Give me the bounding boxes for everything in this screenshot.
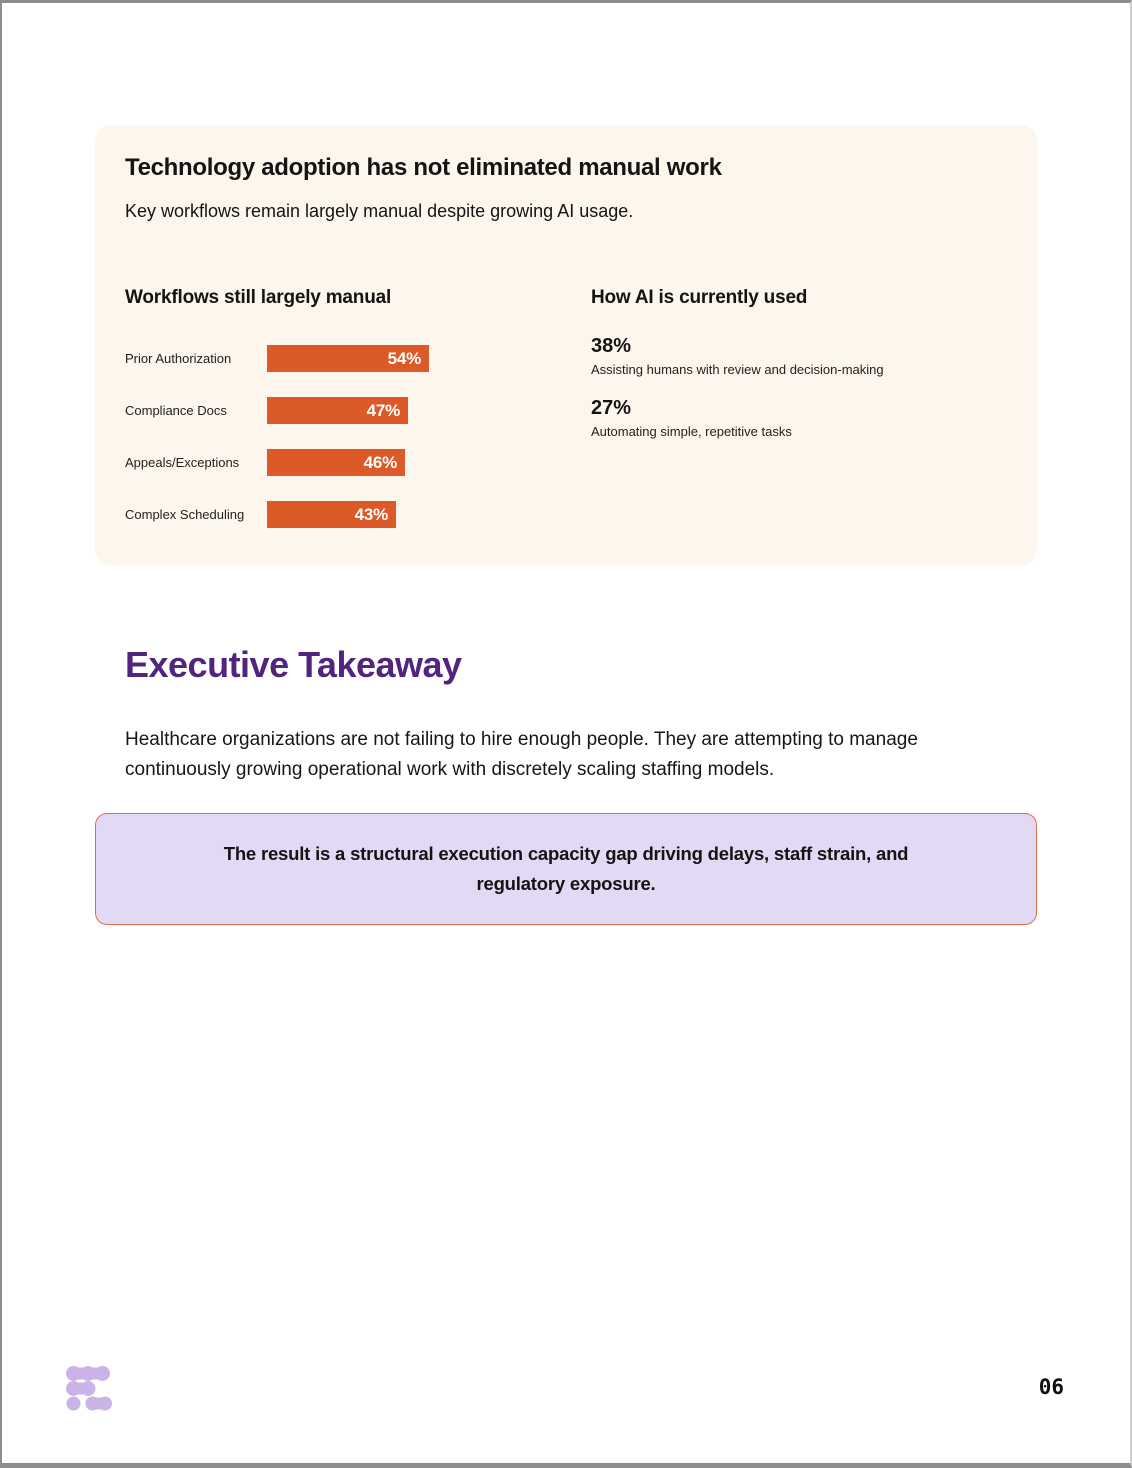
takeaway-body: Healthcare organizations are not failing to hire enough people. They are attempting to manage continuously growing operational work with discretely scaling staffing models. (125, 729, 918, 780)
bar-value: 54% (387, 348, 421, 368)
bar (267, 449, 405, 476)
ai-usage-section (591, 287, 1007, 553)
bar-value: 47% (366, 400, 400, 420)
stat-value: 27% (591, 397, 632, 419)
manual-workflows-rows (125, 345, 591, 528)
bar (267, 345, 429, 372)
bar-value: 43% (354, 504, 388, 524)
card-subtitle: Key workflows remain largely manual despite growing AI usage. (125, 201, 634, 221)
bar-row (125, 449, 591, 476)
bar-row (125, 501, 591, 528)
bar-value: 46% (363, 452, 397, 472)
card-title: Technology adoption has not eliminated manual work (125, 154, 722, 181)
page-number: 06 (1038, 1375, 1064, 1399)
callout-box (95, 813, 1037, 925)
bar-label: Appeals/Exceptions (125, 455, 240, 470)
insight-card (95, 125, 1037, 565)
ai-usage-stats (591, 335, 1007, 439)
brand-logo-icon (65, 1366, 113, 1411)
bar (267, 501, 396, 528)
stat-value: 38% (591, 335, 632, 357)
ai-usage-heading: How AI is currently used (591, 287, 808, 308)
bar-label: Prior Authorization (125, 351, 232, 366)
callout-text: The result is a structural execution capacity gap driving delays, staff strain, and regulatory exposure. (223, 843, 909, 894)
ai-usage-stat (591, 397, 1007, 439)
manual-workflows-chart (125, 287, 591, 553)
bar (267, 397, 408, 424)
takeaway-heading: Executive Takeaway (125, 644, 462, 685)
bar-label: Complex Scheduling (125, 507, 245, 522)
bar-row (125, 345, 591, 372)
bar-label: Compliance Docs (125, 403, 227, 418)
stat-caption: Automating simple, repetitive tasks (591, 424, 792, 439)
bar-row (125, 397, 591, 424)
card-columns (125, 287, 1007, 553)
manual-workflows-heading: Workflows still largely manual (125, 287, 392, 308)
stat-caption: Assisting humans with review and decision-making (591, 362, 884, 377)
ai-usage-stat (591, 335, 1007, 377)
